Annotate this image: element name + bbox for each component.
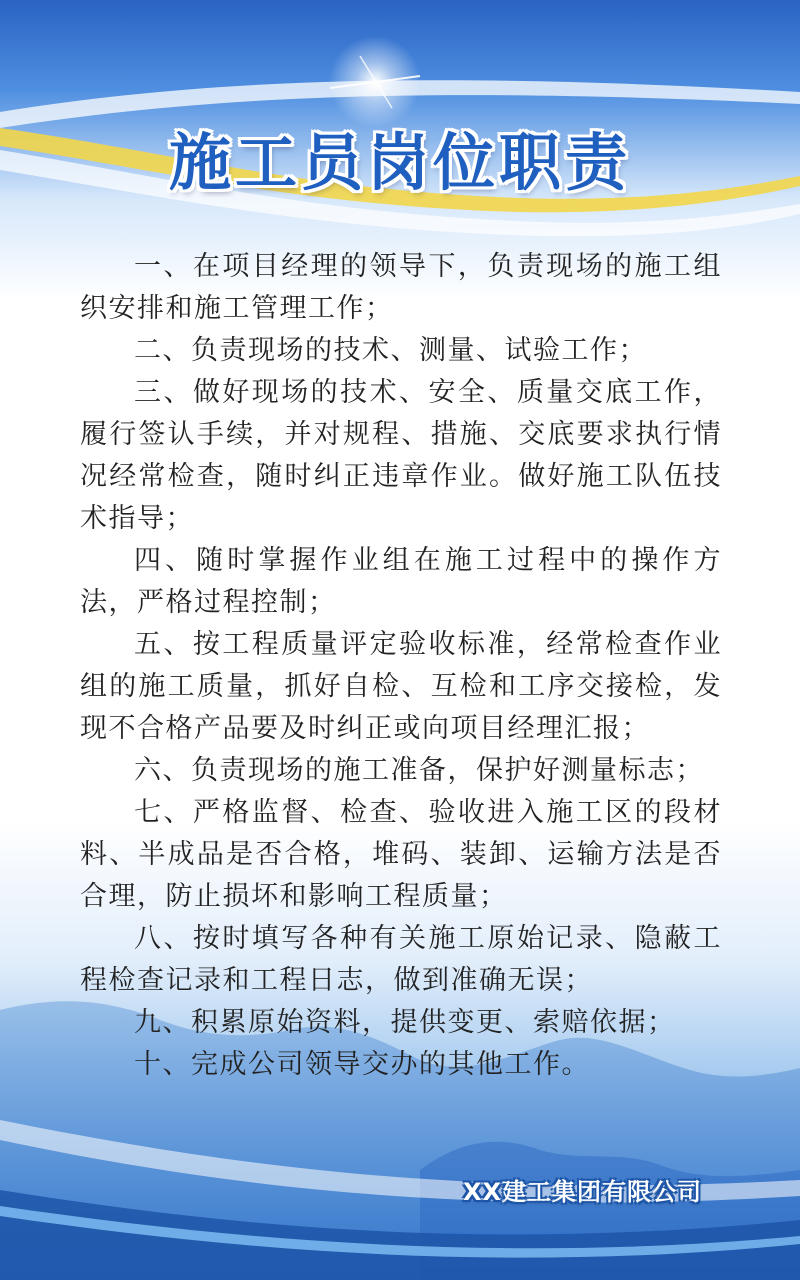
duty-clause: 三、做好现场的技术、安全、质量交底工作，履行签认手续，并对规程、措施、交底要求执行情况经常检查，随时纠正违章作业。做好施工队伍技术指导； [80, 377, 722, 534]
duty-clause: 七、严格监督、检查、验收进入施工区的段材料、半成品是否合格，堆码、装卸、运输方法是否合理，防止损坏和影响工程质量； [80, 797, 722, 912]
page-title: 施工员岗位职责 [168, 126, 631, 199]
duty-clause: 二、负责现场的技术、测量、试验工作； [134, 335, 647, 366]
duty-clause: 八、按时填写各种有关施工原始记录、隐蔽工程检查记录和工程日志，做到准确无误； [80, 923, 722, 996]
duty-clause: 九、积累原始资料，提供变更、索赔依据； [134, 1007, 676, 1038]
duties-list [80, 246, 722, 1086]
duty-clause: 四、随时掌握作业组在施工过程中的操作方法，严格过程控制； [80, 545, 722, 618]
duty-clause: 一、在项目经理的领导下，负责现场的施工组织安排和施工管理工作； [80, 251, 722, 324]
duty-clause: 十、完成公司领导交办的其他工作。 [134, 1049, 590, 1080]
company-name: XX建工集团有限公司 [462, 1178, 702, 1206]
duty-clause: 六、负责现场的施工准备，保护好测量标志； [134, 755, 704, 786]
duty-clause: 五、按工程质量评定验收标准，经常检查作业组的施工质量，抓好自检、互检和工序交接检，发现不合格产品要及时纠正或向项目经理汇报； [80, 629, 722, 744]
